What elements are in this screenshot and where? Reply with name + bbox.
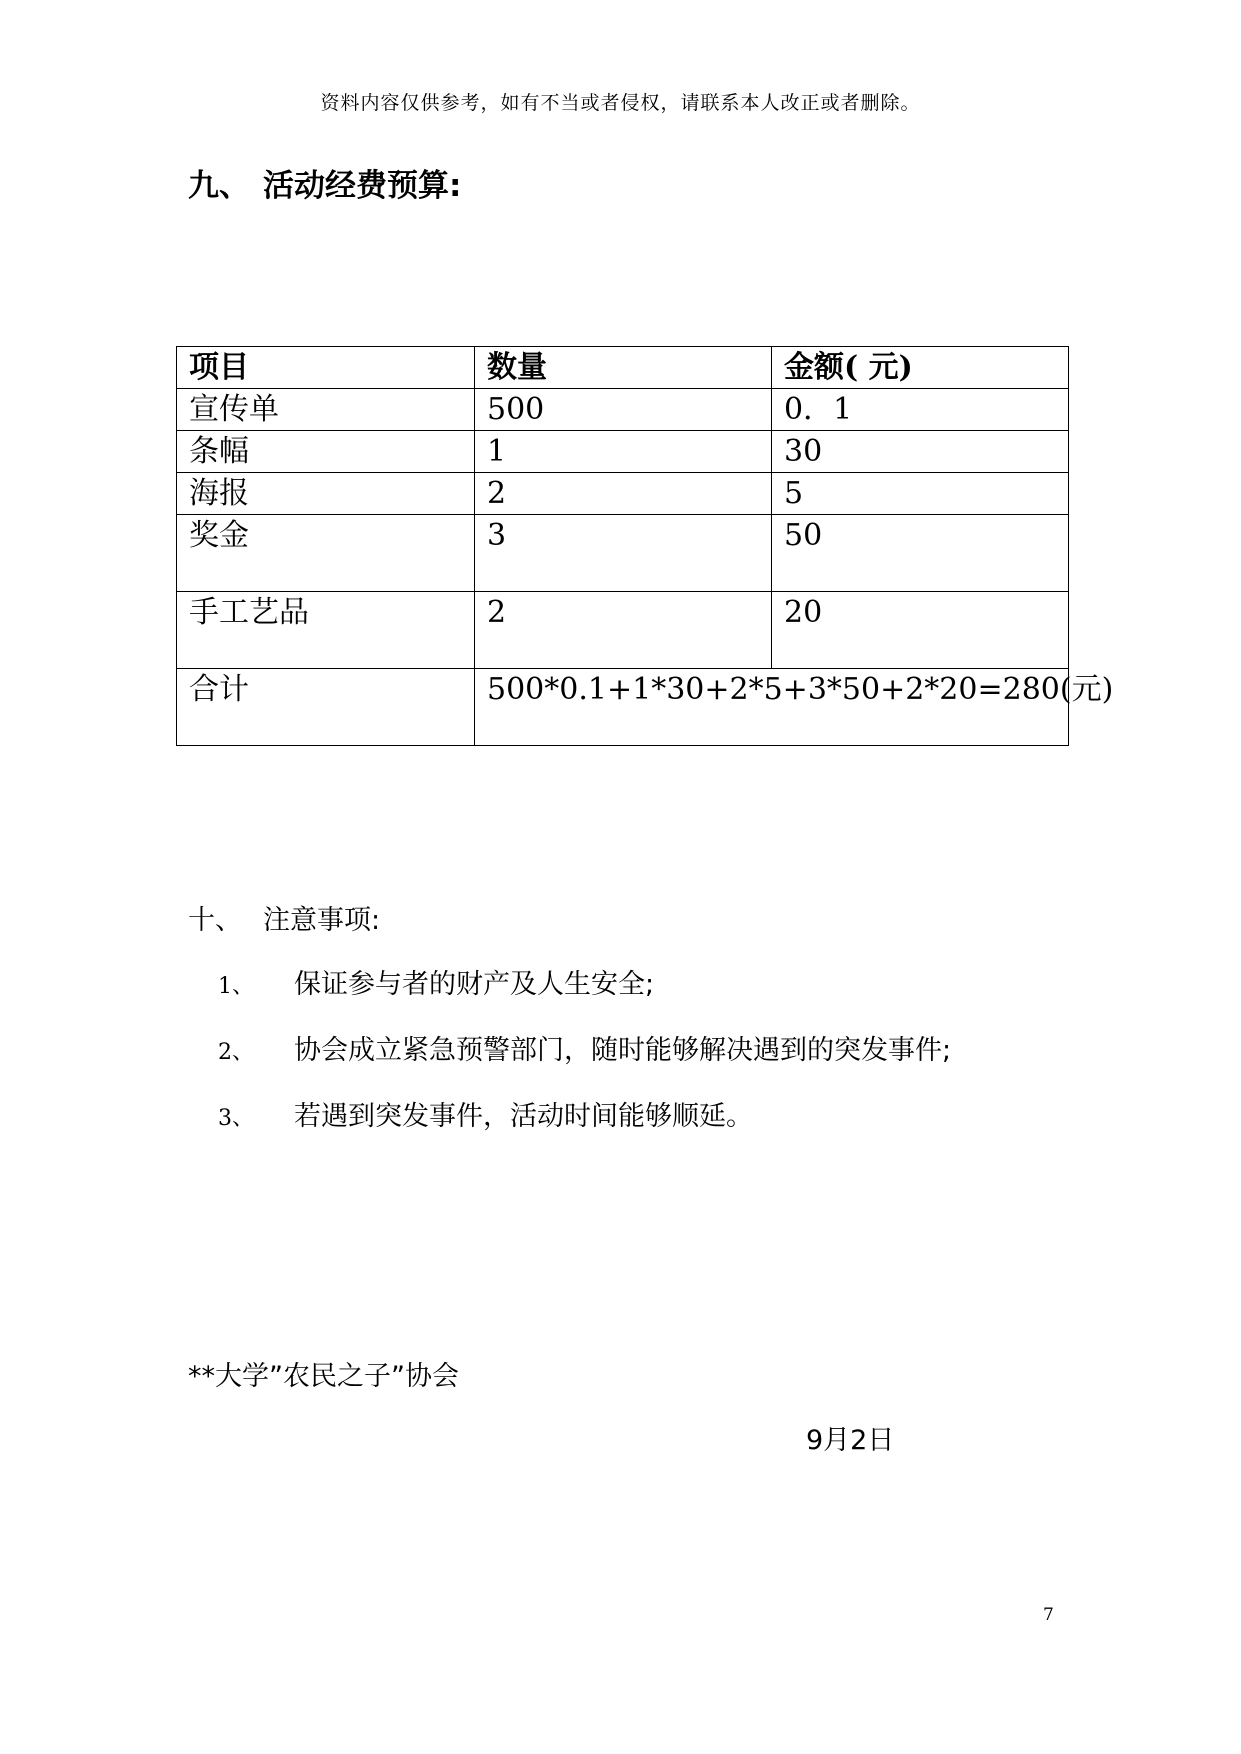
notes-list	[218, 962, 951, 1160]
note-text: 若遇到突发事件，活动时间能够顺延。	[294, 1101, 753, 1132]
total-value: 500*0.1+1*30+2*5+3*50+2*20=280(元)	[475, 669, 1069, 746]
note-number: 1、	[218, 974, 254, 999]
list-item	[218, 962, 951, 1028]
section-10-number: 十、	[188, 905, 242, 936]
note-number: 2、	[218, 1040, 254, 1065]
cell-item: 条幅	[177, 431, 475, 473]
cell-item: 手工艺品	[177, 592, 475, 669]
section-9-number: 九、	[188, 168, 250, 204]
table-row	[177, 431, 1069, 473]
section-9-title: 活动经费预算:	[263, 168, 462, 204]
note-text: 协会成立紧急预警部门，随时能够解决遇到的突发事件;	[294, 1035, 952, 1066]
table-row	[177, 515, 1069, 592]
table-row	[177, 473, 1069, 515]
cell-quantity: 2	[475, 592, 772, 669]
table-row	[177, 592, 1069, 669]
cell-amount: 0．1	[772, 389, 1069, 431]
header-item: 项目	[177, 347, 475, 389]
cell-quantity: 1	[475, 431, 772, 473]
cell-amount: 5	[772, 473, 1069, 515]
note-number: 3、	[218, 1106, 254, 1131]
table-row	[177, 389, 1069, 431]
header-disclaimer: 资料内容仅供参考，如有不当或者侵权，请联系本人改正或者删除。	[320, 92, 921, 114]
cell-amount: 50	[772, 515, 1069, 592]
cell-item: 宣传单	[177, 389, 475, 431]
note-text: 保证参与者的财产及人生安全;	[294, 969, 655, 1000]
signature-organization: **大学”农民之子”协会	[188, 1361, 459, 1392]
section-10-title: 注意事项:	[263, 905, 381, 936]
cell-amount: 20	[772, 592, 1069, 669]
list-item	[218, 1094, 951, 1160]
list-item	[218, 1028, 951, 1094]
cell-quantity: 2	[475, 473, 772, 515]
section-9-heading	[188, 160, 461, 205]
signature-date: 9月2日	[806, 1425, 895, 1456]
page-number: 7	[1043, 1605, 1054, 1625]
total-label: 合计	[177, 669, 475, 746]
header-quantity: 数量	[475, 347, 772, 389]
cell-quantity: 500	[475, 389, 772, 431]
table-header-row	[177, 347, 1069, 389]
cell-amount: 30	[772, 431, 1069, 473]
table-total-row	[177, 669, 1069, 746]
cell-quantity: 3	[475, 515, 772, 592]
header-amount: 金额( 元)	[772, 347, 1069, 389]
budget-table	[176, 346, 1114, 746]
cell-item: 奖金	[177, 515, 475, 592]
cell-item: 海报	[177, 473, 475, 515]
section-10-heading	[188, 898, 380, 937]
